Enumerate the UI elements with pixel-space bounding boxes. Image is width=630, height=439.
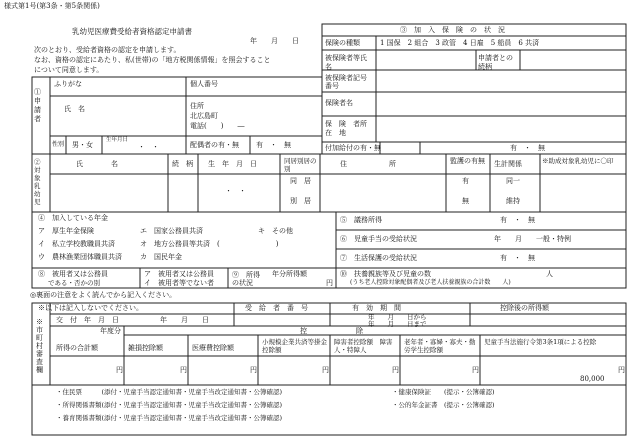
insurance-type-options[interactable]: 1 国保 2 組合 3 政管 4 日雇 5 船員 6 共済 [380,39,540,47]
birth-dots[interactable]: ・ ・ [138,143,159,151]
name-label: 氏 名 [64,105,85,113]
child-name-header: 氏 名 [76,160,118,168]
small-biz-yen: 円 [322,366,329,374]
phone-field[interactable]: 電話( ) ― [190,122,245,130]
income-year-label: 年分所得額 [272,270,307,278]
issue-date-value[interactable]: 年 月 日 [160,316,209,324]
livelihood-same[interactable]: 同一 [506,177,520,185]
valid-to[interactable]: 年 月 日まで [368,320,427,328]
furigana-label: ふりがな [54,80,82,88]
total-yen: 円 [116,366,123,374]
tax-income-options[interactable]: 有 ・ 無 [500,216,535,224]
pension-option-u[interactable]: ウ 農林漁業団体職員共済 [38,253,122,261]
child-deduction-amount: 80,000 [580,375,605,383]
insurance-header: ③ 加 入 保 険 の 状 況 [400,26,505,34]
issue-date-label: 交 付 年 月 日 [56,316,119,324]
child-birth-dots[interactable]: ・ ・ [225,187,246,195]
attachment-residence: ・住民票 (添付・児童手当認定通知書・児童手当改定通知書・公簿確認) [56,388,283,396]
spouse-label: 配偶者の有・無 [190,141,239,149]
attachment-pension-cert: ・公的年金証書 (提示・公簿確認) [392,401,495,409]
address-label: 住所 [190,102,204,110]
validity-header: 有 効 期 間 [352,304,401,312]
pension-option-a[interactable]: ア 厚生年金保険 [38,227,94,235]
spouse-options[interactable]: 有 ・ 無 [256,141,291,149]
medical-deduction-label: 医療費控除額 [192,344,234,352]
pension-option-i[interactable]: イ 私立学校教職員共済 [38,240,115,248]
intro-line-2: なお、資格の認定にあたり、私(世帯)の「地方税関係情報」を照会すること [34,56,271,64]
employee-label: ⑧ 被用者又は公務員 [38,270,108,278]
insurance-type-label: 保険の種類 [325,39,360,47]
casualty-deduction-label: 雑損控除額 [128,344,163,352]
year-label: 年度分 [100,327,121,335]
separate-option[interactable]: 別 居 [290,197,311,205]
child-relation-header: 続 柄 [172,160,193,168]
valid-from[interactable]: 年 月 日から [368,313,427,321]
employee-option-a[interactable]: ア 被用者又は公務員 [144,270,214,278]
pension-option-o[interactable]: オ 地方公務員等共済 ( ) [140,240,279,248]
income-status-label: ⑨ 所得の状況 [232,271,260,287]
extra-benefit-options[interactable]: 有 ・ 無 [510,144,545,152]
sex-options[interactable]: 男・女 [72,141,93,149]
livelihood-support[interactable]: 維持 [506,197,520,205]
deduction-header: 控 除 [300,327,363,335]
office-review-label: ※市町村審査欄 [36,318,43,374]
subsidy-note-header: ※助成対象乳幼児に〇印 [542,157,614,165]
pension-option-e[interactable]: エ 国家公務員共済 [140,227,203,235]
employee-sublabel: である・否かの別 [48,279,100,287]
submission-date[interactable]: 年 月 日 [250,37,299,45]
applicant-section-label: ①申請者 [34,88,41,123]
insured-name-label: 被保険者等氏 名 [325,54,381,71]
child-birth-header: 生 年 月 日 [208,160,257,168]
child-section-label: ②対象乳幼児 [34,158,41,206]
attachment-income: ・所得関係書類(添付・児童手当認定通知書・児童手当改定通知書・公簿確認) [56,401,283,409]
id-number-label: 個人番号 [190,80,218,88]
custody-no[interactable]: 無 [462,197,469,205]
elderly-yen: 円 [472,366,479,374]
intro-line-1: 次のとおり、受給者資格の認定を申請します。 [34,46,181,54]
dependents-unit: 人 [546,270,553,278]
insurer-name-label: 保険者名 [325,99,353,107]
dependents-note: (うち老人控除対象配偶者及び老人扶養親族の合計数 人) [350,279,511,286]
form-number: 様式第1号(第3条・第5条関係) [4,2,100,10]
cohabit-header: 同居別居の別 [284,157,317,173]
office-use-note: ※以下は記入しないでください。 [38,304,143,312]
dependents-label: ⑩ 扶養親族等及び児童の数 [340,270,431,278]
sex-label: 性別 [52,141,65,148]
attachment-custody: ・養育関係書類(添付・児童手当認定通知書・児童手当改定通知書・公簿確認) [56,414,283,422]
tax-income-label: ⑤ 議務所得 [340,216,382,224]
child-allowance-deduction-label: 児童手当法施行令第3条1項による控除 [484,338,597,346]
disability-deduction-label: 障害者控除額 障害人・特障人 [334,338,393,354]
form-title: 乳幼児医療費受給者資格認定申請書 [72,27,192,36]
child-address-header: 住 所 [340,160,396,168]
child-allowance-options[interactable]: 年 月 一般・特例 [494,235,571,243]
birth-label: 生年月日 [106,137,129,143]
disability-yen: 円 [392,366,399,374]
custody-header: 監護の有無 [450,157,485,165]
insurer-number-label: 被保険者記号番号 [325,74,367,90]
elderly-deduction-label: 老年者・寡婦・寡夫・勤労学生控除額 [404,338,476,354]
intro-line-3: について同意します。 [34,66,104,74]
casualty-yen: 円 [180,366,187,374]
back-note: ◎裏面の注意をよく読んでから記入ください。 [30,291,177,299]
relation-label: 申請者との続柄 [478,54,513,71]
custody-yes[interactable]: 有 [462,177,469,185]
insurer-address-label: 保 険 者所 在 地 [325,120,374,137]
medical-yen: 円 [250,366,257,374]
attachment-health-insurance: ・健康保険証 (提示・公簿確認) [392,388,495,396]
small-biz-deduction-label: 小規模企業共済等掛金控除額 [262,338,327,354]
welfare-label: ⑦ 生活保護の受給状況 [340,254,417,262]
pension-option-ki[interactable]: キ その他 [258,227,293,235]
child-allowance-label: ⑥ 児童手当の受給状況 [340,235,417,243]
after-deduction-header: 控除後の所得額 [500,304,549,312]
welfare-options[interactable]: 有 ・ 無 [500,254,535,262]
child-deduction-yen: 円 [618,366,625,374]
total-income-label: 所得の合計額 [56,344,98,352]
employee-option-i[interactable]: イ 被用者等でない者 [144,279,214,287]
extra-benefit-label: 付加給付の有・無 [325,144,381,152]
income-yen: 円 [326,279,333,287]
pension-title: ④ 加入している年金 [38,214,108,222]
cohabit-option[interactable]: 同 居 [290,177,311,185]
livelihood-header: 生計関係 [494,160,522,168]
address-value[interactable]: 北広島町 [190,112,218,120]
pension-option-ka[interactable]: カ 国民年金 [140,253,182,261]
cert-number-header: 受 給 者 番 号 [245,304,308,312]
